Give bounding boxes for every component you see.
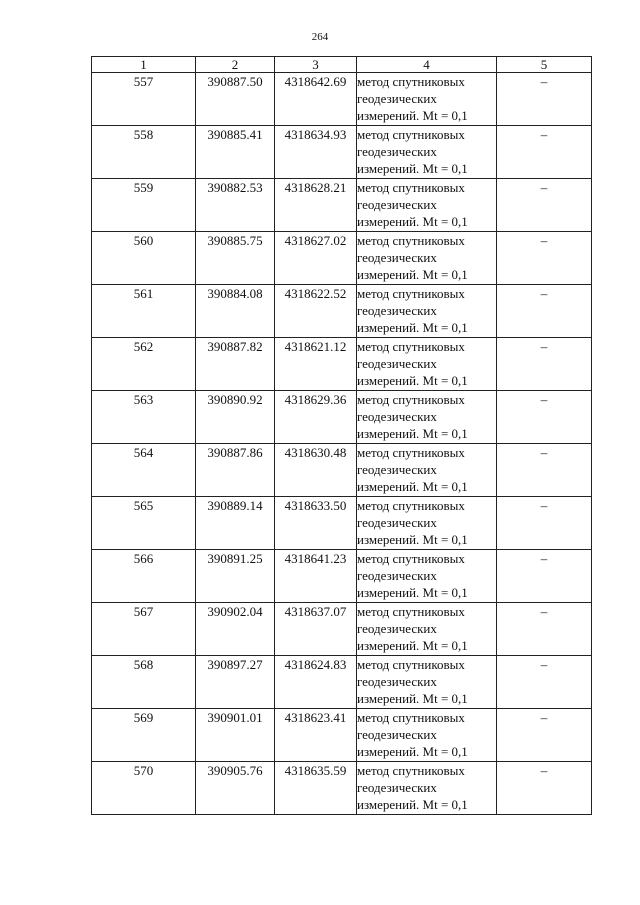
table-row	[92, 497, 592, 550]
x-coordinate-cell: 390891.25	[196, 550, 275, 603]
point-number-cell: 570	[92, 762, 196, 815]
coordinates-table	[91, 56, 592, 815]
method-text-line: геодезических	[357, 462, 437, 477]
column-header-2: 2	[196, 57, 275, 73]
note-cell: –	[497, 656, 592, 709]
point-number-cell: 566	[92, 550, 196, 603]
method-text-line: измерений. Mt = 0,1	[357, 320, 468, 335]
x-coordinate-cell: 390887.86	[196, 444, 275, 497]
table-row	[92, 550, 592, 603]
y-coordinate-cell: 4318637.07	[275, 603, 357, 656]
point-number-cell: 564	[92, 444, 196, 497]
method-text-line: измерений. Mt = 0,1	[357, 373, 468, 388]
table-row	[92, 232, 592, 285]
method-text-line: измерений. Mt = 0,1	[357, 161, 468, 176]
method-text-line: метод спутниковых	[357, 286, 465, 301]
x-coordinate-cell: 390884.08	[196, 285, 275, 338]
method-text-line: геодезических	[357, 303, 437, 318]
method-text-line: метод спутниковых	[357, 657, 465, 672]
page-number: 264	[311, 31, 329, 43]
point-number-cell: 561	[92, 285, 196, 338]
table-row	[92, 603, 592, 656]
table-row	[92, 285, 592, 338]
method-text-line: измерений. Mt = 0,1	[357, 426, 468, 441]
method-cell	[357, 497, 497, 550]
point-number-cell: 559	[92, 179, 196, 232]
y-coordinate-cell: 4318641.23	[275, 550, 357, 603]
y-coordinate-cell: 4318629.36	[275, 391, 357, 444]
x-coordinate-cell: 390885.75	[196, 232, 275, 285]
method-text-line: метод спутниковых	[357, 127, 465, 142]
method-cell	[357, 656, 497, 709]
method-text-line: измерений. Mt = 0,1	[357, 108, 468, 123]
method-text-line: геодезических	[357, 674, 437, 689]
note-cell: –	[497, 603, 592, 656]
method-cell	[357, 338, 497, 391]
column-header-4: 4	[357, 57, 497, 73]
method-text-line: геодезических	[357, 409, 437, 424]
note-cell: –	[497, 391, 592, 444]
method-text-line: метод спутниковых	[357, 74, 465, 89]
method-text-line: метод спутниковых	[357, 551, 465, 566]
method-text-line: метод спутниковых	[357, 339, 465, 354]
y-coordinate-cell: 4318635.59	[275, 762, 357, 815]
y-coordinate-cell: 4318630.48	[275, 444, 357, 497]
method-text-line: геодезических	[357, 515, 437, 530]
x-coordinate-cell: 390887.50	[196, 73, 275, 126]
method-cell	[357, 73, 497, 126]
method-text-line: метод спутниковых	[357, 763, 465, 778]
method-cell	[357, 391, 497, 444]
method-text-line: измерений. Mt = 0,1	[357, 797, 468, 812]
note-cell: –	[497, 762, 592, 815]
x-coordinate-cell: 390887.82	[196, 338, 275, 391]
table-row	[92, 762, 592, 815]
method-text-line: метод спутниковых	[357, 445, 465, 460]
method-text-line: измерений. Mt = 0,1	[357, 214, 468, 229]
point-number-cell: 562	[92, 338, 196, 391]
point-number-cell: 565	[92, 497, 196, 550]
method-text-line: метод спутниковых	[357, 498, 465, 513]
method-text-line: геодезических	[357, 356, 437, 371]
point-number-cell: 569	[92, 709, 196, 762]
method-text-line: геодезических	[357, 250, 437, 265]
method-text-line: геодезических	[357, 144, 437, 159]
x-coordinate-cell: 390890.92	[196, 391, 275, 444]
x-coordinate-cell: 390905.76	[196, 762, 275, 815]
note-cell: –	[497, 444, 592, 497]
method-text-line: измерений. Mt = 0,1	[357, 744, 468, 759]
method-text-line: измерений. Mt = 0,1	[357, 267, 468, 282]
table-row	[92, 179, 592, 232]
method-text-line: геодезических	[357, 621, 437, 636]
x-coordinate-cell: 390882.53	[196, 179, 275, 232]
table-row	[92, 709, 592, 762]
method-cell	[357, 444, 497, 497]
method-cell	[357, 709, 497, 762]
column-header-3: 3	[275, 57, 357, 73]
point-number-cell: 560	[92, 232, 196, 285]
column-header-5: 5	[497, 57, 592, 73]
method-cell	[357, 179, 497, 232]
table-header-row	[92, 57, 592, 73]
y-coordinate-cell: 4318634.93	[275, 126, 357, 179]
method-text-line: измерений. Mt = 0,1	[357, 585, 468, 600]
method-text-line: геодезических	[357, 91, 437, 106]
note-cell: –	[497, 73, 592, 126]
y-coordinate-cell: 4318624.83	[275, 656, 357, 709]
table-row	[92, 391, 592, 444]
method-text-line: метод спутниковых	[357, 604, 465, 619]
method-cell	[357, 762, 497, 815]
method-cell	[357, 232, 497, 285]
x-coordinate-cell: 390897.27	[196, 656, 275, 709]
column-header-1: 1	[92, 57, 196, 73]
table-row	[92, 126, 592, 179]
point-number-cell: 568	[92, 656, 196, 709]
method-text-line: метод спутниковых	[357, 710, 465, 725]
y-coordinate-cell: 4318628.21	[275, 179, 357, 232]
table-row	[92, 444, 592, 497]
method-text-line: метод спутниковых	[357, 392, 465, 407]
note-cell: –	[497, 232, 592, 285]
method-text-line: метод спутниковых	[357, 180, 465, 195]
note-cell: –	[497, 497, 592, 550]
method-text-line: геодезических	[357, 780, 437, 795]
table-row	[92, 338, 592, 391]
note-cell: –	[497, 285, 592, 338]
point-number-cell: 558	[92, 126, 196, 179]
table-row	[92, 73, 592, 126]
y-coordinate-cell: 4318633.50	[275, 497, 357, 550]
note-cell: –	[497, 709, 592, 762]
method-cell	[357, 285, 497, 338]
method-text-line: измерений. Mt = 0,1	[357, 479, 468, 494]
method-text-line: геодезических	[357, 197, 437, 212]
note-cell: –	[497, 338, 592, 391]
x-coordinate-cell: 390889.14	[196, 497, 275, 550]
method-text-line: геодезических	[357, 568, 437, 583]
x-coordinate-cell: 390885.41	[196, 126, 275, 179]
method-cell	[357, 550, 497, 603]
y-coordinate-cell: 4318642.69	[275, 73, 357, 126]
method-text-line: геодезических	[357, 727, 437, 742]
y-coordinate-cell: 4318627.02	[275, 232, 357, 285]
table-row	[92, 656, 592, 709]
point-number-cell: 557	[92, 73, 196, 126]
x-coordinate-cell: 390902.04	[196, 603, 275, 656]
x-coordinate-cell: 390901.01	[196, 709, 275, 762]
method-text-line: метод спутниковых	[357, 233, 465, 248]
y-coordinate-cell: 4318621.12	[275, 338, 357, 391]
method-text-line: измерений. Mt = 0,1	[357, 638, 468, 653]
y-coordinate-cell: 4318622.52	[275, 285, 357, 338]
method-cell	[357, 126, 497, 179]
point-number-cell: 563	[92, 391, 196, 444]
method-cell	[357, 603, 497, 656]
method-text-line: измерений. Mt = 0,1	[357, 691, 468, 706]
y-coordinate-cell: 4318623.41	[275, 709, 357, 762]
note-cell: –	[497, 550, 592, 603]
method-text-line: измерений. Mt = 0,1	[357, 532, 468, 547]
point-number-cell: 567	[92, 603, 196, 656]
note-cell: –	[497, 179, 592, 232]
note-cell: –	[497, 126, 592, 179]
